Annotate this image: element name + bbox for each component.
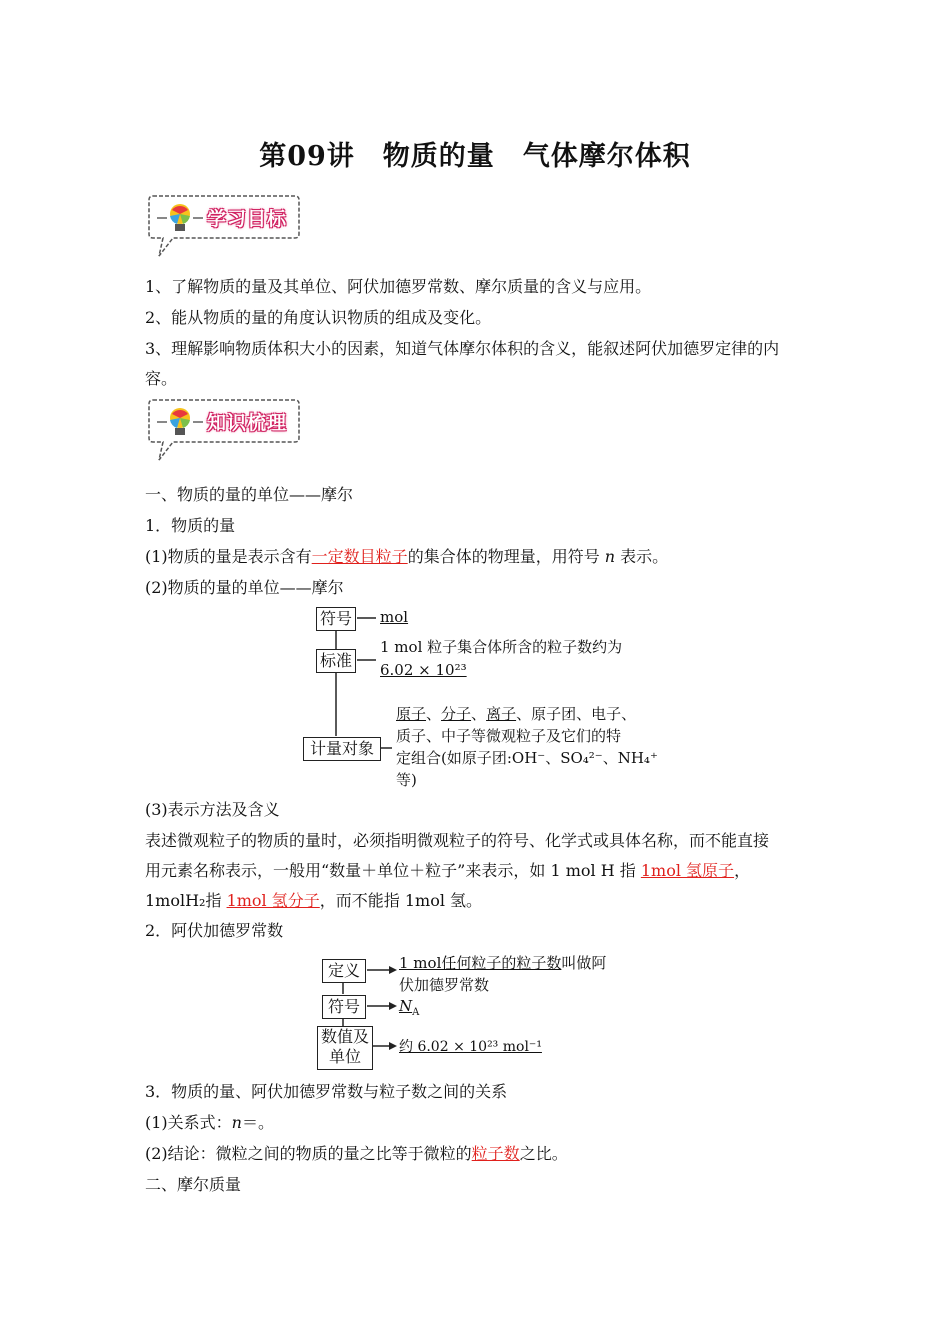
symbol-label-box: 符号: [316, 607, 356, 631]
goal-item: 容。: [145, 369, 178, 388]
definition-line-1: 1 mol任何粒子的粒子数叫做阿: [399, 954, 607, 972]
paragraph: (2)物质的量的单位——摩尔: [145, 578, 344, 597]
mole-unit-diagram: [300, 604, 660, 794]
subsection-heading: 2．阿伏加德罗常数: [145, 921, 284, 940]
paragraph: (2)结论：微粒之间的物质的量之比等于微粒的粒子数之比。: [145, 1144, 568, 1163]
paragraph: 1molH₂指 1mol 氢分子，而不能指 1mol 氢。: [145, 891, 483, 910]
answer-blank: 粒子数: [471, 1144, 520, 1163]
subsection-heading: 1．物质的量: [145, 516, 236, 535]
subsection-heading: 3．物质的量、阿伏加德罗常数与粒子数之间的关系: [145, 1082, 508, 1101]
page-title: 第09讲 物质的量 气体摩尔体积: [259, 141, 691, 172]
goals-banner-label: 学习目标: [207, 208, 288, 230]
knowledge-banner: [145, 396, 301, 466]
knowledge-banner-label: 知识梳理: [207, 412, 288, 434]
paragraph: 表述微观粒子的物质的量时，必须指明微观粒子的符号、化学式或具体名称，而不能直接: [145, 831, 770, 850]
answer-blank: 一定数目粒子: [311, 547, 408, 566]
target-line-2: 质子、中子等微观粒子及它们的特: [396, 727, 622, 745]
standard-line-1: 1 mol 粒子集合体所含的粒子数约为: [380, 638, 623, 656]
definition-line-2: 伏加德罗常数: [399, 976, 490, 994]
value-unit-label-box: 数值及 单位: [317, 1026, 373, 1070]
answer-blank: 1mol 氢原子: [640, 861, 735, 880]
goal-item: 2、能从物质的量的角度认识物质的组成及变化。: [145, 308, 492, 327]
lightbulb-icon: [155, 402, 205, 442]
section-heading: 二、摩尔质量: [145, 1175, 242, 1194]
paragraph: (1)物质的量是表示含有一定数目粒子的集合体的物理量，用符号 n 表示。: [145, 547, 669, 566]
target-line-1: 原子、分子、离子、原子团、电子、: [396, 705, 637, 723]
paragraph: 用元素名称表示，一般用“数量＋单位＋粒子”来表示，如 1 mol H 指 1mol 氢原子，: [145, 861, 751, 880]
symbol-value: $N_A$: [399, 997, 420, 1018]
paragraph: (1)关系式：n＝。: [145, 1113, 274, 1132]
standard-label-box: 标准: [316, 649, 356, 673]
symbol-label-box: 符号: [322, 995, 366, 1019]
standard-line-2: 6.02 × 10²³: [380, 661, 467, 679]
definition-label-box: 定义: [322, 959, 366, 983]
target-line-4: 等): [396, 771, 417, 789]
goals-banner: [145, 192, 301, 262]
target-line-3: 定组合(如原子团:OH⁻、SO₄²⁻、NH₄⁺: [396, 749, 658, 767]
avogadro-diagram: [315, 950, 645, 1070]
symbol-value: mol: [380, 608, 409, 626]
goal-item: 1、了解物质的量及其单位、阿伏加德罗常数、摩尔质量的含义与应用。: [145, 277, 652, 296]
lightbulb-icon: [155, 198, 205, 238]
answer-blank: 1mol 氢分子: [226, 891, 320, 910]
paragraph: (3)表示方法及含义: [145, 800, 280, 819]
value-unit: 约 6.02 × 10²³ mol⁻¹: [399, 1039, 542, 1055]
section-heading: 一、物质的量的单位——摩尔: [145, 485, 354, 504]
target-label-box: 计量对象: [303, 737, 381, 761]
goal-item: 3、理解影响物质体积大小的因素，知道气体摩尔体积的含义，能叙述阿伏加德罗定律的内: [145, 339, 780, 358]
